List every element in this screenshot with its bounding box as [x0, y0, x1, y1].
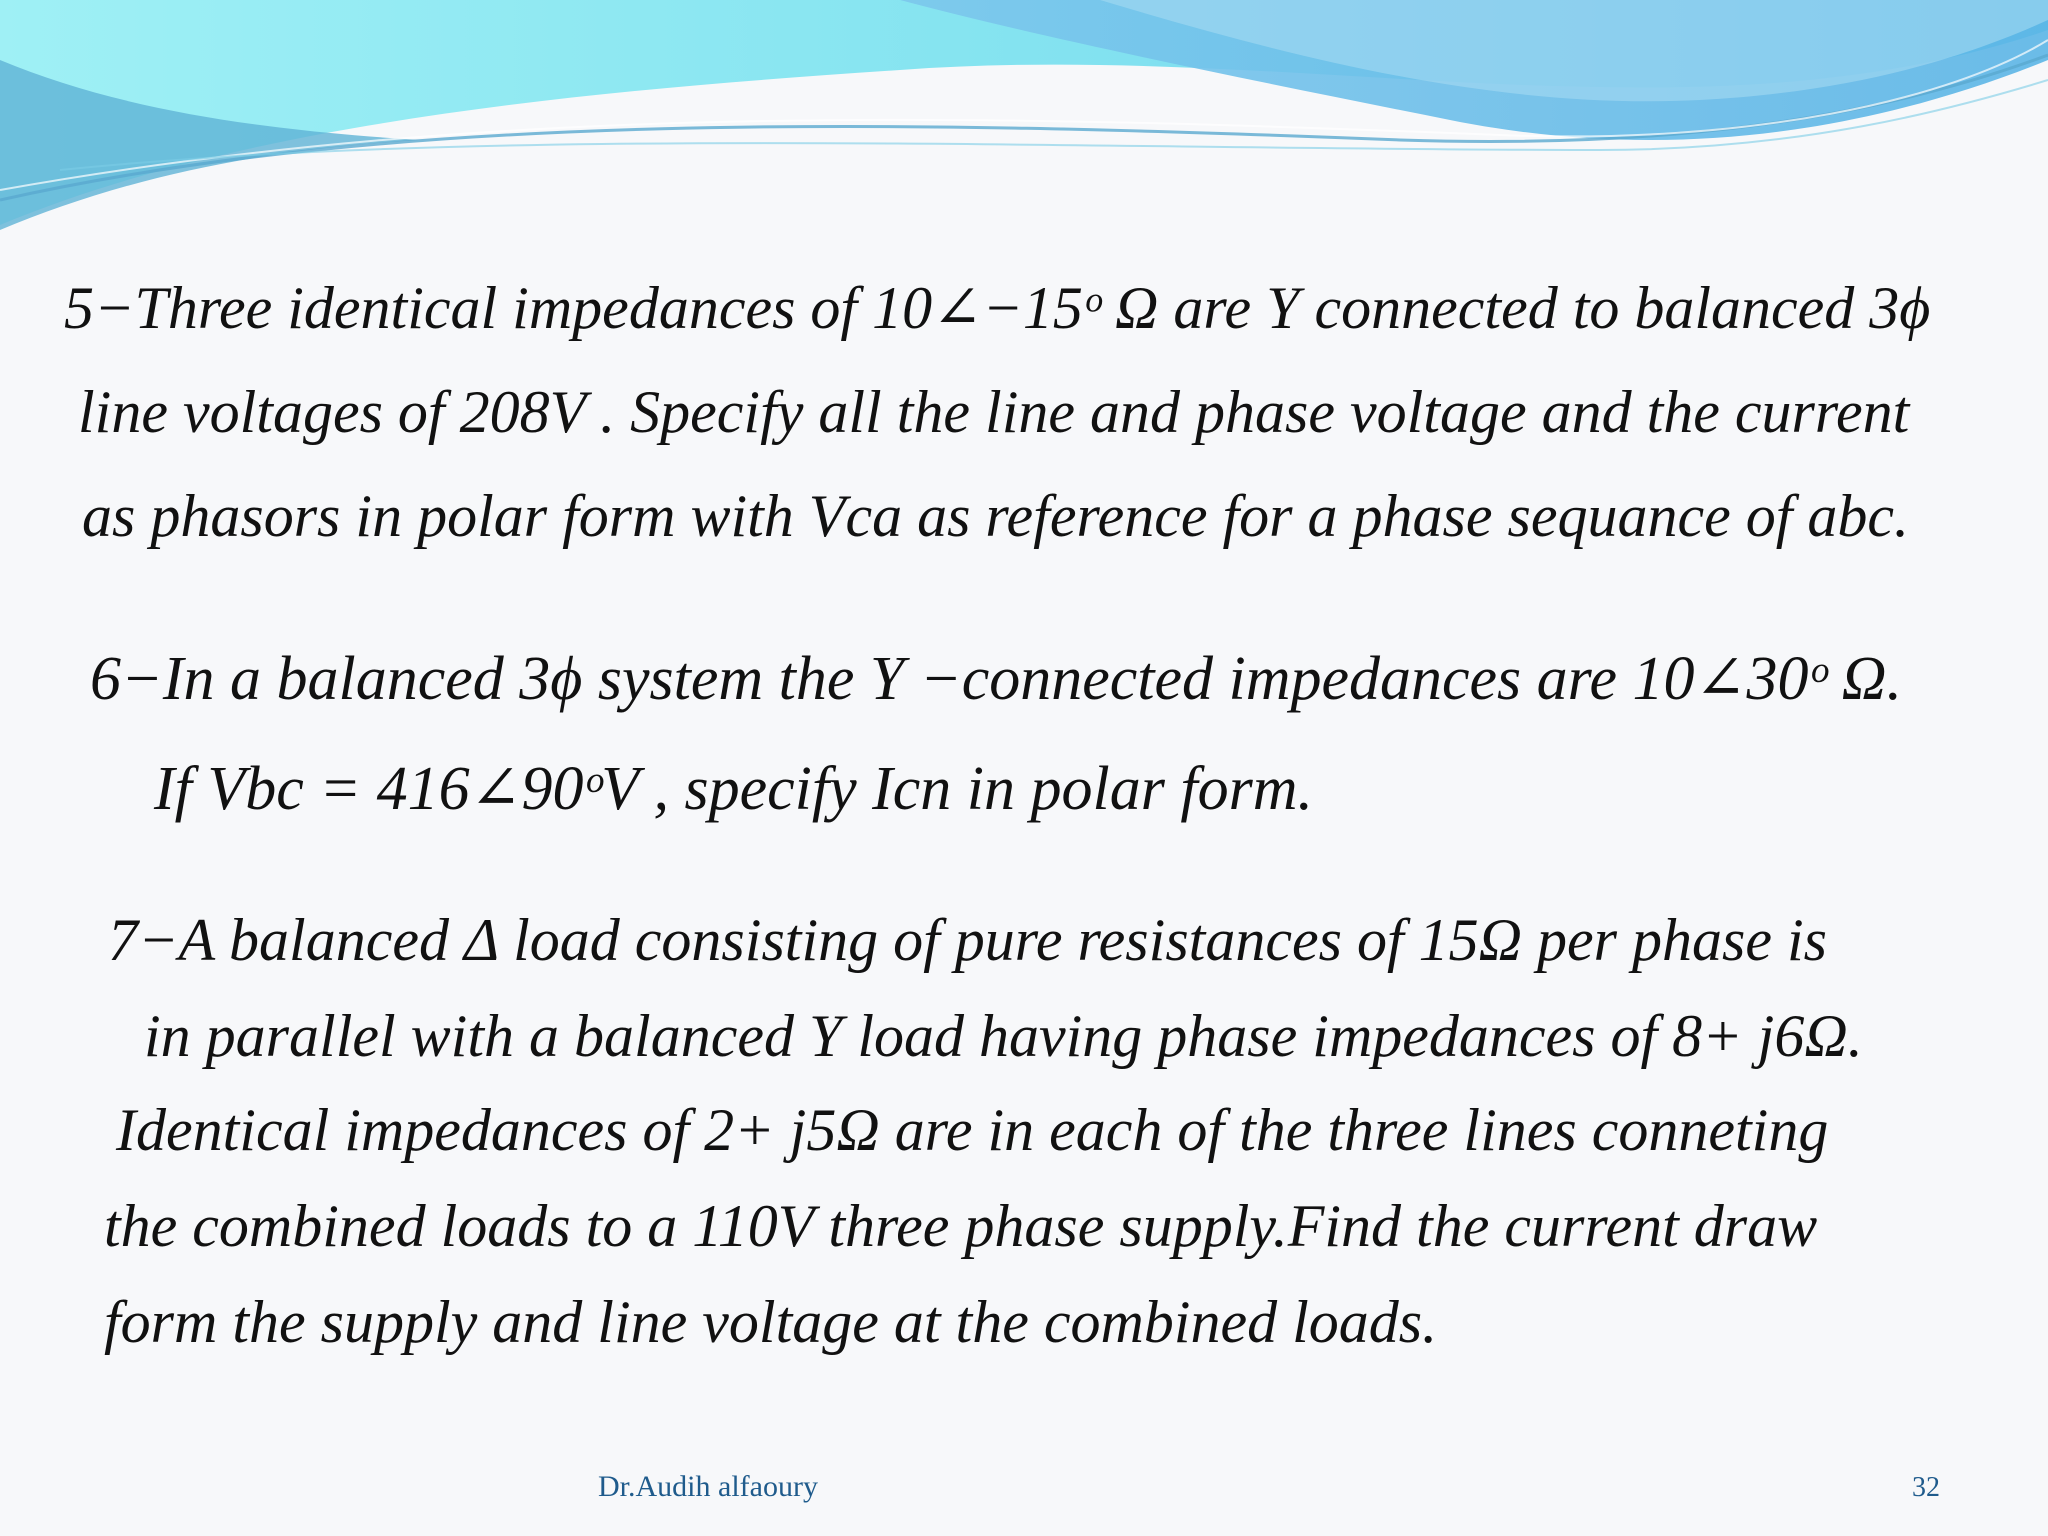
problem-5-line-1: 5−Three identical impedances of 10∠−15ᵒ Ω are Y connected to balanced 3ϕ [64, 275, 1931, 341]
problem-7-line-2: in parallel with a balanced Y load having phase impedances of 8+ j6Ω. [144, 1003, 1863, 1069]
problem-6-line-2: If Vbc = 416∠90ᵒV , specify Icn in polar form. [154, 755, 1314, 823]
problem-5-line-2: line voltages of 208V . Specify all the line and phase voltage and the current [78, 379, 1910, 445]
header-wave-decoration [0, 0, 2048, 240]
footer-author: Dr.Audih alfaoury [598, 1470, 818, 1503]
problem-7-line-3: Identical impedances of 2+ j5Ω are in each of the three lines conneting [116, 1097, 1829, 1163]
page-number: 32 [1912, 1472, 1940, 1503]
problem-5-line-3: as phasors in polar form with Vca as reference for a phase sequance of abc. [82, 483, 1910, 549]
problem-7-line-5: form the supply and line voltage at the combined loads. [104, 1289, 1438, 1355]
problem-6-line-1: 6−In a balanced 3ϕ system the Y −connected impedances are 10∠30ᵒ Ω. [90, 645, 1903, 713]
problem-7-line-4: the combined loads to a 110V three phase supply.Find the current draw [104, 1193, 1818, 1259]
problem-7-line-1: 7−A balanced Δ load consisting of pure resistances of 15Ω per phase is [108, 907, 1827, 973]
